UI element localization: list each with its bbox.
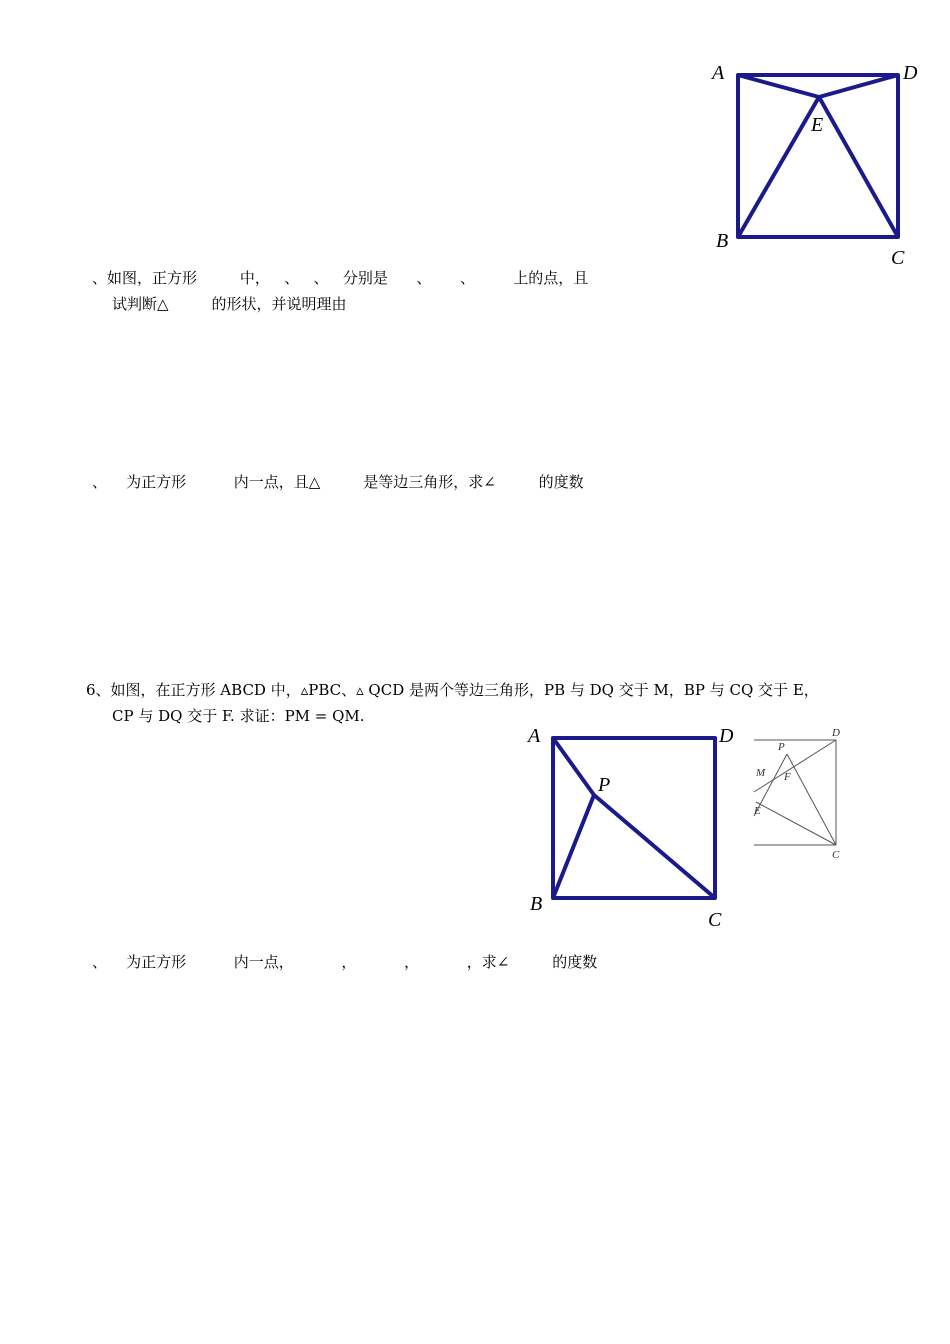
label-m-small: M — [756, 767, 766, 779]
segment-bp — [553, 795, 594, 898]
segment-be — [738, 97, 819, 237]
segment-ce — [819, 97, 898, 237]
label-c-small: C — [832, 849, 840, 861]
square-abcd-2 — [553, 738, 715, 898]
problem-5-line-1: 、 为正方形 内一点，且△ 是等边三角形，求∠ 的度数 — [92, 473, 584, 491]
segment-ae — [738, 75, 819, 97]
label-c: C — [891, 247, 905, 269]
label-d: D — [903, 62, 918, 84]
segment-de — [819, 75, 898, 97]
segment-cp — [594, 795, 715, 898]
label-c-2: C — [708, 909, 722, 931]
problem-6-line-2: CP 与 DQ 交于 F. 求证：PM = QM. — [112, 707, 365, 725]
label-d-small: D — [832, 727, 840, 739]
label-p: P — [598, 774, 611, 796]
figure-square-abcd-e — [700, 55, 940, 270]
label-b-2: B — [530, 893, 543, 915]
label-b: B — [716, 230, 729, 252]
figure-square-abcd-p — [520, 720, 750, 935]
problem-6-line-1: 6、如图，在正方形 ABCD 中，▵PBC、▵ QCD 是两个等边三角形，PB 与 DQ 交于 M，BP 与 CQ 交于 E， — [86, 681, 819, 699]
label-p-small: P — [778, 741, 785, 753]
problem-4-line-2: 试判断△ 的形状，并说明理由 — [112, 295, 347, 313]
label-f-small: F — [784, 771, 791, 783]
problem-7-line-1: 、 为正方形 内一点， ， ， ，求∠ 的度数 — [92, 953, 598, 971]
figure-small-pmfec — [750, 724, 855, 864]
label-e-small: E — [754, 805, 761, 817]
segment-dq — [754, 740, 836, 792]
label-a: A — [712, 62, 725, 84]
label-a-2: A — [528, 725, 541, 747]
segment-ap — [553, 738, 594, 795]
problem-4-line-1: 、如图，正方形 中， 、 、 分别是 、 、 上的点，且 — [92, 269, 589, 287]
label-e: E — [811, 114, 824, 136]
label-d-2: D — [719, 725, 734, 747]
